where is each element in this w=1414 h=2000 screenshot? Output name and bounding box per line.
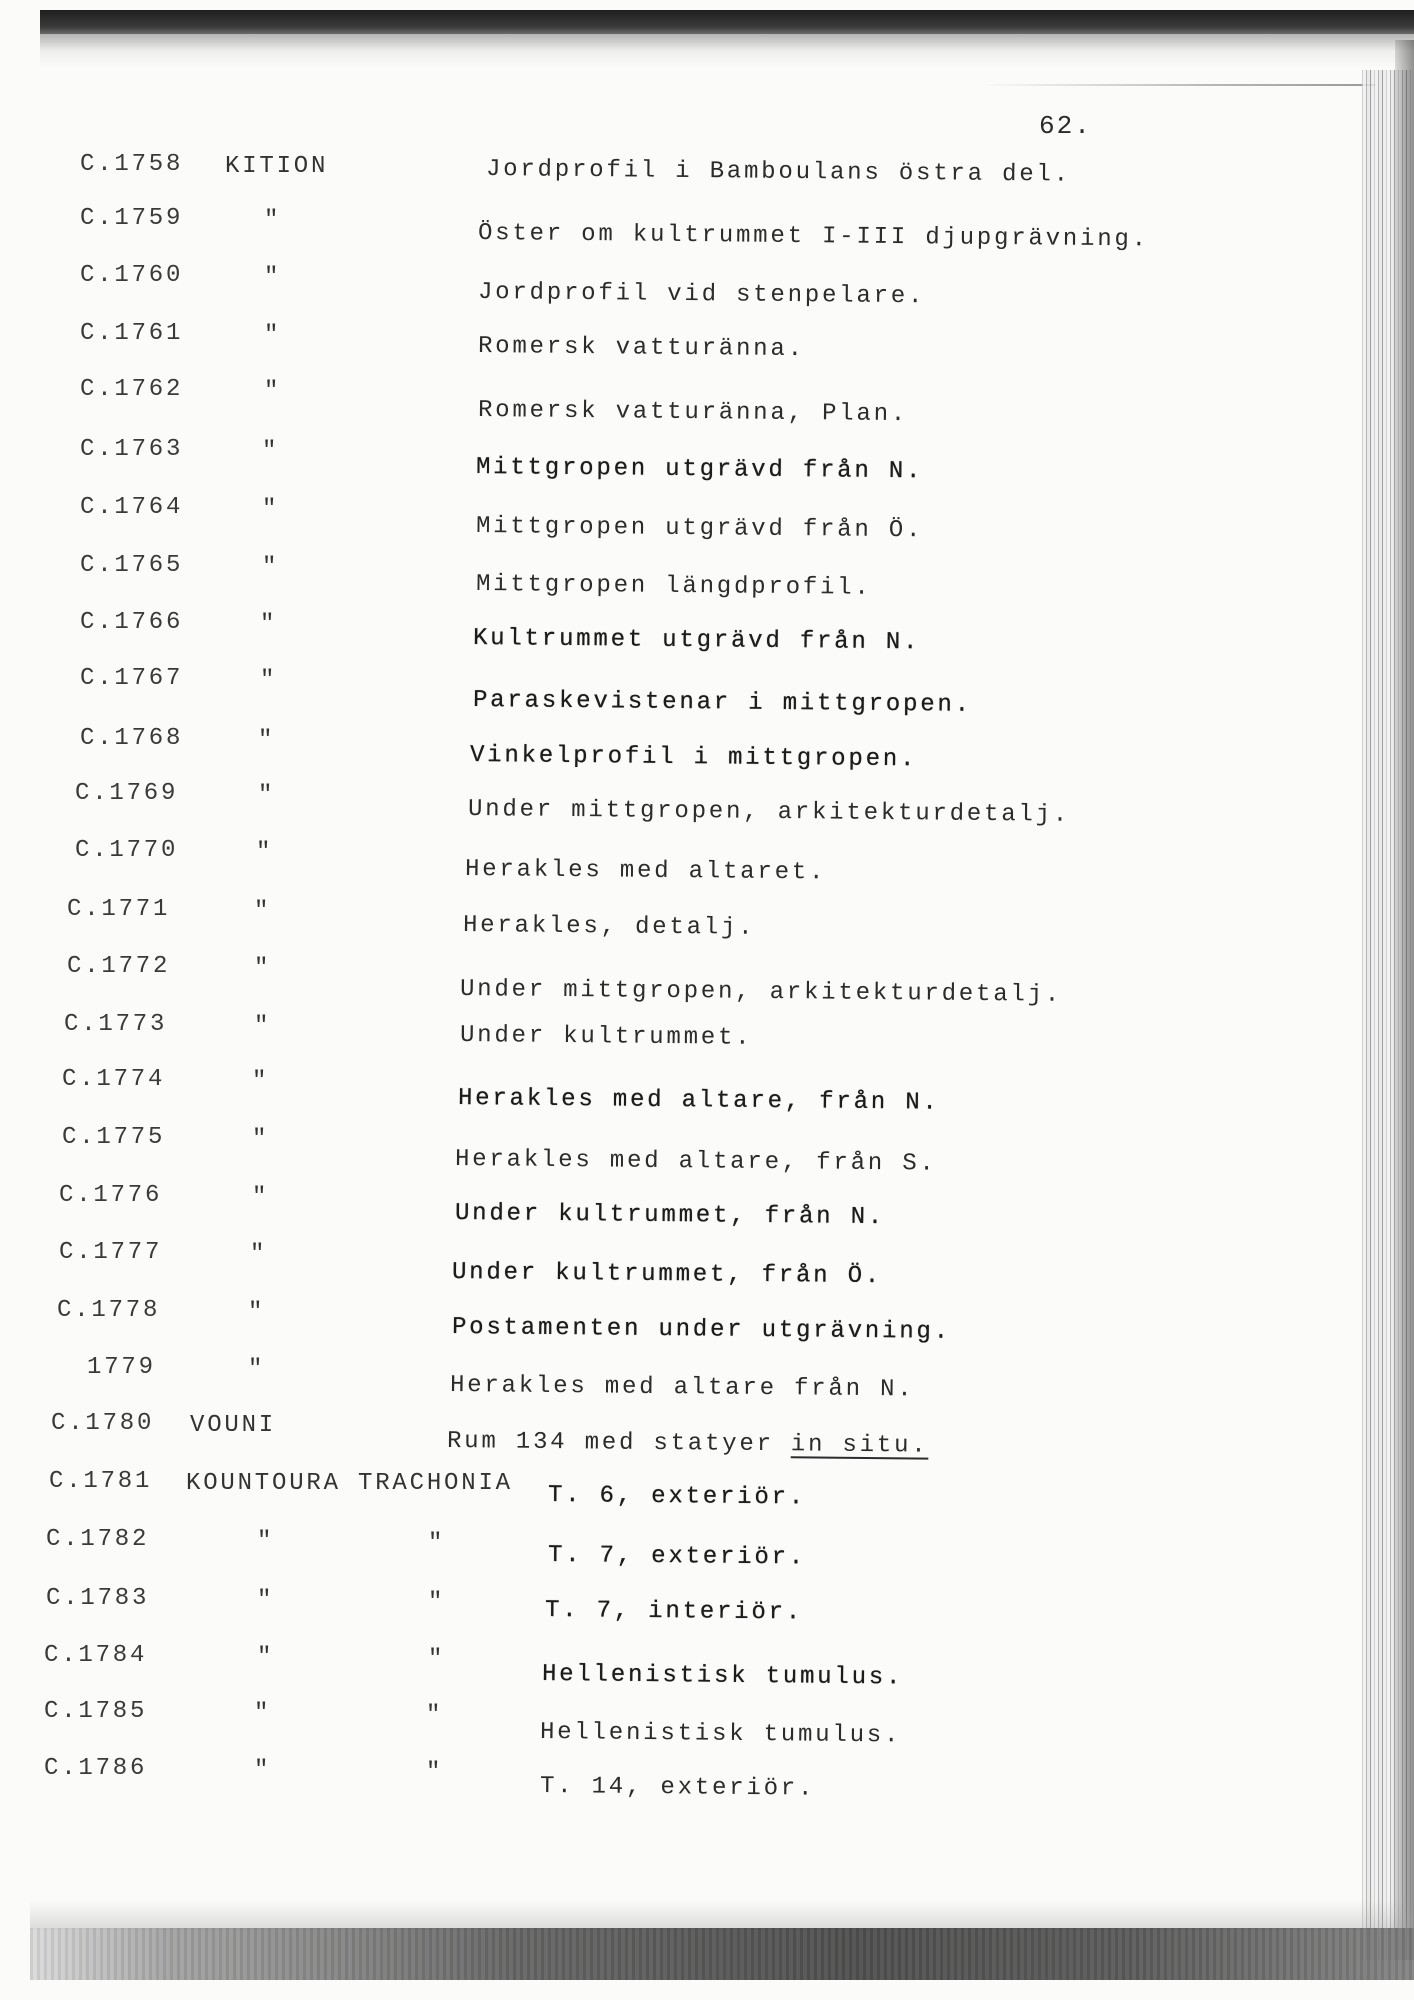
description-text: Hellenistisk tumulus. bbox=[539, 1719, 902, 1750]
catalog-number: 1779 bbox=[87, 1354, 156, 1381]
site-name: KOUNTOURA TRACHONIA bbox=[186, 1470, 513, 1497]
catalog-number: C.1767 bbox=[80, 665, 184, 692]
ditto-mark: " bbox=[257, 1587, 275, 1614]
description-text: Under mittgropen, arkitekturdetalj. bbox=[467, 796, 1071, 829]
description-text: Rum 134 med statyer bbox=[446, 1428, 774, 1459]
ditto-mark: " bbox=[428, 1530, 446, 1557]
catalog-number: C.1761 bbox=[80, 320, 184, 347]
photo-description bbox=[486, 154, 1071, 192]
catalog-number: C.1777 bbox=[59, 1239, 163, 1266]
description-text: Under kultrummet, från Ö. bbox=[451, 1259, 883, 1291]
binding-shadow bbox=[1395, 40, 1414, 1960]
description-text: Jordprofil i Bamboulans östra del. bbox=[485, 156, 1071, 189]
catalog-number: C.1768 bbox=[80, 725, 184, 752]
photo-description bbox=[548, 1480, 806, 1514]
ditto-mark: " bbox=[428, 1589, 446, 1616]
catalog-number: C.1770 bbox=[75, 837, 179, 864]
description-text: Under kultrummet. bbox=[459, 1022, 753, 1052]
photo-description bbox=[540, 1717, 902, 1752]
ditto-mark: " bbox=[264, 322, 282, 349]
ditto-mark: " bbox=[252, 1184, 270, 1211]
catalog-number: C.1765 bbox=[80, 552, 184, 579]
photo-description bbox=[478, 277, 926, 313]
catalog-number: C.1766 bbox=[80, 609, 184, 636]
ditto-mark: " bbox=[264, 264, 282, 291]
description-text: Hellenistisk tumulus. bbox=[541, 1661, 904, 1692]
photo-description bbox=[476, 452, 924, 488]
ditto-mark: " bbox=[262, 554, 280, 581]
photo-description bbox=[478, 331, 805, 366]
description-text: Herakles med altare, från N. bbox=[457, 1085, 940, 1117]
ditto-mark: " bbox=[428, 1646, 446, 1673]
scan-shadow-top bbox=[40, 34, 1414, 68]
description-text: Herakles med altaret. bbox=[464, 856, 827, 887]
photo-description bbox=[458, 1083, 940, 1120]
description-text: Paraskevistenar i mittgropen. bbox=[472, 687, 972, 719]
ditto-mark: " bbox=[252, 1068, 270, 1095]
catalog-number: C.1775 bbox=[62, 1124, 166, 1151]
ditto-mark: " bbox=[254, 955, 272, 982]
ditto-mark: " bbox=[257, 1528, 275, 1555]
description-text: T. 7, interiör. bbox=[544, 1597, 804, 1627]
description-text: Mittgropen utgrävd från Ö. bbox=[475, 513, 924, 545]
photo-description bbox=[478, 395, 908, 431]
scan-edge-top bbox=[40, 10, 1414, 34]
ditto-mark: " bbox=[256, 839, 274, 866]
page-number: 62. bbox=[1039, 111, 1092, 141]
photo-description bbox=[473, 623, 921, 659]
description-text: Under kultrummet, från N. bbox=[454, 1200, 886, 1232]
catalog-number: C.1785 bbox=[44, 1698, 148, 1725]
photo-description bbox=[455, 1144, 937, 1181]
description-text: Romersk vatturänna, Plan. bbox=[477, 397, 909, 429]
catalog-number: C.1773 bbox=[64, 1011, 168, 1038]
catalog-number: C.1786 bbox=[44, 1755, 148, 1782]
catalog-number: C.1762 bbox=[80, 376, 184, 403]
photo-description bbox=[470, 740, 918, 776]
ditto-mark: " bbox=[248, 1356, 266, 1383]
photo-description bbox=[476, 569, 872, 605]
scan-shadow-bottom bbox=[30, 1900, 1414, 1930]
ditto-mark: " bbox=[260, 611, 278, 638]
photo-description bbox=[455, 1198, 885, 1234]
description-text: Mittgropen längdprofil. bbox=[475, 571, 872, 602]
site-name: VOUNI bbox=[190, 1412, 277, 1439]
ditto-mark: " bbox=[264, 378, 282, 405]
description-text: T. 14, exteriör. bbox=[539, 1773, 816, 1803]
catalog-number: C.1764 bbox=[80, 494, 184, 521]
photo-description bbox=[465, 854, 827, 889]
description-text: Mittgropen utgrävd från N. bbox=[475, 454, 924, 486]
photo-description bbox=[542, 1659, 904, 1694]
catalog-number: C.1763 bbox=[80, 436, 184, 463]
photo-description bbox=[447, 1426, 929, 1463]
ditto-mark: " bbox=[264, 207, 282, 234]
photo-description bbox=[460, 974, 1062, 1012]
catalog-number: C.1760 bbox=[80, 262, 184, 289]
site-name: KITION bbox=[225, 153, 329, 180]
photo-description bbox=[452, 1312, 951, 1349]
underlined-phrase: in situ. bbox=[790, 1431, 929, 1460]
description-text: Herakles, detalj. bbox=[462, 912, 756, 942]
photo-description bbox=[450, 1370, 915, 1406]
ditto-mark: " bbox=[258, 782, 276, 809]
catalog-number: C.1758 bbox=[80, 151, 184, 178]
description-text: T. 6, exteriör. bbox=[547, 1482, 807, 1512]
description-text: Öster om kultrummet I-III djupgrävning. bbox=[477, 220, 1150, 254]
page-edge-line bbox=[980, 84, 1375, 86]
ditto-mark: " bbox=[257, 1644, 275, 1671]
photo-description bbox=[460, 1020, 753, 1055]
photo-description bbox=[540, 1771, 816, 1806]
catalog-number: C.1774 bbox=[62, 1066, 166, 1093]
description-text: Herakles med altare från N. bbox=[449, 1372, 915, 1404]
scan-edge-bottom bbox=[30, 1928, 1414, 1980]
ditto-mark: " bbox=[248, 1299, 266, 1326]
photo-description bbox=[476, 511, 924, 547]
photo-description bbox=[468, 794, 1070, 832]
photo-description bbox=[478, 218, 1149, 256]
ditto-mark: " bbox=[254, 1013, 272, 1040]
ditto-mark: " bbox=[254, 898, 272, 925]
catalog-number: C.1769 bbox=[75, 780, 179, 807]
description-text: Under mittgropen, arkitekturdetalj. bbox=[459, 976, 1063, 1009]
description-text: Vinkelprofil i mittgropen. bbox=[469, 742, 918, 774]
description-text: Herakles med altare, från S. bbox=[454, 1146, 937, 1178]
ditto-mark: " bbox=[262, 496, 280, 523]
catalog-number: C.1784 bbox=[44, 1642, 148, 1669]
catalog-number: C.1772 bbox=[67, 953, 171, 980]
catalog-number: C.1776 bbox=[59, 1182, 163, 1209]
description-text: Romersk vatturänna. bbox=[477, 333, 805, 364]
catalog-number: C.1780 bbox=[51, 1410, 155, 1437]
ditto-mark: " bbox=[260, 667, 278, 694]
ditto-mark: " bbox=[426, 1702, 444, 1729]
description-text: T. 7, exteriör. bbox=[547, 1542, 807, 1572]
catalog-number: C.1781 bbox=[49, 1468, 153, 1495]
catalog-number: C.1783 bbox=[46, 1585, 150, 1612]
ditto-mark: " bbox=[262, 438, 280, 465]
photo-description bbox=[463, 910, 756, 945]
photo-description bbox=[452, 1257, 882, 1293]
catalog-number: C.1771 bbox=[67, 896, 171, 923]
description-text: Postamenten under utgrävning. bbox=[451, 1314, 951, 1346]
ditto-mark: " bbox=[254, 1700, 272, 1727]
description-text: Kultrummet utgrävd från N. bbox=[472, 625, 921, 657]
photo-description bbox=[545, 1595, 803, 1629]
ditto-mark: " bbox=[252, 1126, 270, 1153]
description-text: Jordprofil vid stenpelare. bbox=[477, 279, 926, 311]
catalog-number: C.1782 bbox=[46, 1526, 150, 1553]
ditto-mark: " bbox=[426, 1759, 444, 1786]
catalog-number: C.1759 bbox=[80, 205, 184, 232]
ditto-mark: " bbox=[258, 727, 276, 754]
catalog-number: C.1778 bbox=[57, 1297, 161, 1324]
ditto-mark: " bbox=[250, 1241, 268, 1268]
photo-description bbox=[473, 685, 972, 722]
photo-description bbox=[548, 1540, 806, 1574]
ditto-mark: " bbox=[254, 1757, 272, 1784]
